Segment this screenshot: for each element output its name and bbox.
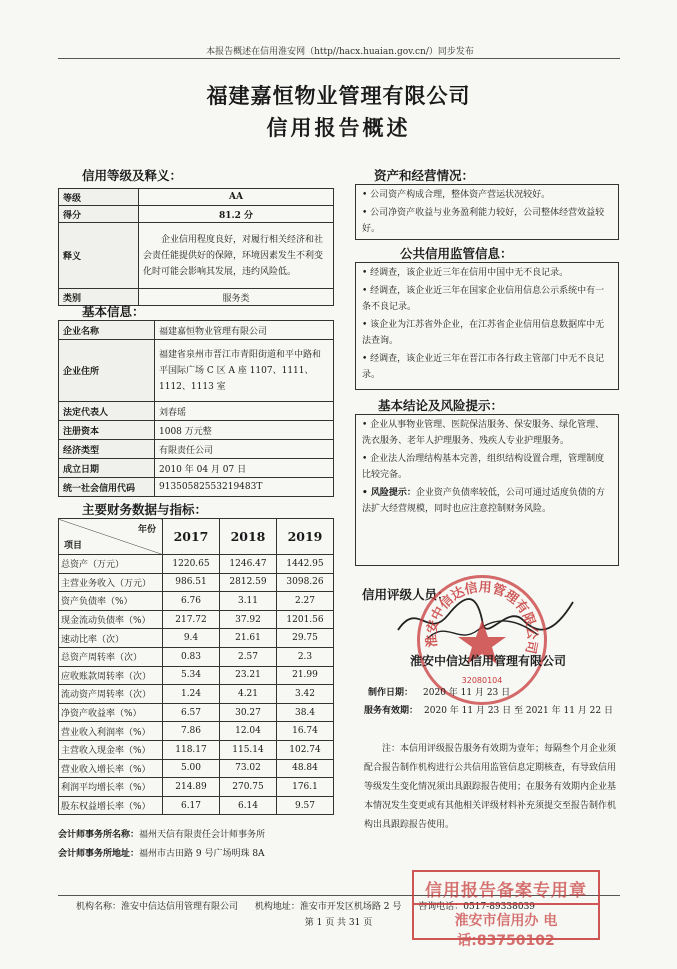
finance-value-cell: 2812.59 (220, 573, 277, 592)
table-row (59, 421, 334, 440)
table-row (59, 478, 334, 497)
supervision-item: • 该企业为江苏省外企业，在江苏省企业信用信息数据库中无法查询。 (362, 320, 605, 346)
table-row (59, 647, 334, 666)
supervision-box (355, 262, 619, 390)
report-title: 信用报告概述 (266, 116, 411, 140)
table-row (59, 519, 334, 555)
finance-value-cell: 21.99 (277, 666, 334, 685)
rating-agency: 淮安中信达信用管理有限公司 (410, 654, 567, 668)
table-row (59, 189, 334, 206)
table-row (59, 610, 334, 629)
basic-key: 法定代表人 (59, 402, 155, 421)
accountant-name: 福州天信有限责任会计师事务所 (139, 830, 266, 840)
basic-key: 注册资本 (59, 421, 155, 440)
finance-value-cell: 1220.65 (163, 555, 220, 574)
finance-row-label: 总资产周转率（次） (59, 647, 163, 666)
finance-row-label: 主营收入现金率（%） (59, 740, 163, 759)
credit-key: 等级 (59, 189, 139, 206)
company-title: 福建嘉恒物业管理有限公司 (206, 84, 471, 108)
table-row (59, 796, 334, 815)
capital-value: 1008 万元整 (155, 421, 334, 440)
finance-value-cell: 6.14 (220, 796, 277, 815)
header-note: 本报告概述在信用淮安网（http//hacx.huaian.gov.cn/）同步发布 (206, 47, 474, 57)
finance-value-cell: 48.84 (277, 759, 334, 778)
finance-value-cell: 2.3 (277, 647, 334, 666)
finance-row-label: 应收账款周转率（次） (59, 666, 163, 685)
finance-value-cell: 37.92 (220, 610, 277, 629)
credit-grade: AA (139, 189, 334, 206)
supervision-item: • 经调查，该企业近三年在晋江市各行政主管部门中无不良记录。 (362, 354, 605, 380)
table-row (59, 555, 334, 574)
risk-tip (362, 485, 612, 517)
prod-date-line (368, 685, 510, 698)
footer-addr: 淮安市开发区机场路 2 号 (299, 902, 402, 912)
prod-date-label: 制作日期： (368, 688, 414, 698)
basic-key: 企业住所 (59, 340, 155, 402)
validity-note: 注：本信用评级报告服务有效期为壹年；每隔叁个月企业须配合报告制作机构进行公共信用监管信息定期核查，有导致信用等级发生变化情况须出具跟踪报告使用；在服务有效期内企业基本情况发生变更或有其他相关评级材料补充须提交至报告制作机构出具跟踪报告使用。 (364, 744, 617, 830)
footer-phone: 0517-89338039 (463, 902, 536, 912)
supervision-item: • 经调查，该企业近三年在国家企业信用信息公示系统中有一条不良记录。 (362, 286, 605, 312)
accountant-addr: 福州市古田路 9 号广场明珠 8A (139, 849, 265, 859)
finance-row-label: 资产负债率（%） (59, 592, 163, 611)
finance-row-label: 流动资产周转率（次） (59, 685, 163, 704)
finance-value-cell: 3.11 (220, 592, 277, 611)
supervision-item: • 经调查，该企业近三年在信用中国中无不良记录。 (362, 268, 569, 278)
finance-row-label: 营业收入利润率（%） (59, 722, 163, 741)
table-row (59, 223, 334, 289)
credit-code-value: 91350582553219483T (155, 478, 334, 497)
assets-item: • 公司资产构成合理，整体资产营运状况较好。 (362, 190, 551, 200)
filing-stamp-top: 信用报告备案专用章 (425, 881, 587, 901)
finance-row-label: 现金流动负债率（%） (59, 610, 163, 629)
finance-row-label: 主营业务收入（万元） (59, 573, 163, 592)
seal-arc-text: 淮安中信达信用管理有限公司 (424, 580, 540, 655)
finance-rows (59, 555, 334, 815)
table-row (59, 402, 334, 421)
table-row (59, 703, 334, 722)
finance-row-label: 利润平均增长率（%） (59, 778, 163, 797)
finance-value-cell: 6.17 (163, 796, 220, 815)
finance-value-cell: 38.4 (277, 703, 334, 722)
valid-period: 2020 年 11 月 23 日 至 2021 年 11 月 22 日 (424, 706, 613, 716)
conclusion-item: • 企业从事物业管理、医院保洁服务、保安服务、绿化管理、洗衣服务、老年人护理服务、残疾人专业护理服务。 (362, 420, 605, 446)
credit-interpretation: 企业信用程度良好，对履行相关经济和社会责任能提供好的保障，环境因素发生不利变化时可能会影响其发展，违约风险低。 (139, 223, 334, 289)
footer-addr-label: 机构地址： (254, 902, 300, 912)
finance-value-cell: 217.72 (163, 610, 220, 629)
finance-value-cell: 3098.26 (277, 573, 334, 592)
footer-org: 淮安中信达信用管理有限公司 (121, 902, 239, 912)
footer-phone-label: 咨询电话： (418, 902, 464, 912)
table-row (59, 592, 334, 611)
finance-value-cell: 115.14 (220, 740, 277, 759)
basic-key: 统一社会信用代码 (59, 478, 155, 497)
basic-section-title: 基本信息： (82, 304, 145, 319)
valid-period-line (364, 703, 613, 716)
assets-item: • 公司净资产收益与业务盈利能力较好，公司整体经营效益较好。 (362, 208, 605, 234)
conclusion-box (355, 414, 619, 566)
finance-value-cell: 30.27 (220, 703, 277, 722)
finance-value-cell: 5.00 (163, 759, 220, 778)
basic-info-table (58, 320, 334, 497)
company-address-value: 福建省泉州市晋江市青阳街道和平中路和平国际广场 C 区 A 座 1107、1111、1112、1113 室 (155, 340, 334, 402)
table-row (59, 740, 334, 759)
table-row (59, 321, 334, 340)
finance-value-cell: 986.51 (163, 573, 220, 592)
finance-row-label: 股东权益增长率（%） (59, 796, 163, 815)
table-row (59, 685, 334, 704)
assets-section-title: 资产和经营情况： (374, 168, 475, 183)
finance-value-cell: 12.04 (220, 722, 277, 741)
finance-value-cell: 73.02 (220, 759, 277, 778)
header-divider (58, 58, 620, 59)
credit-key: 类别 (59, 289, 139, 306)
supervision-section-title: 公共信用监管信息： (400, 246, 513, 261)
finance-value-cell: 102.74 (277, 740, 334, 759)
finance-value-cell: 7.86 (163, 722, 220, 741)
table-row (59, 666, 334, 685)
finance-section-title: 主要财务数据与指标： (82, 502, 208, 517)
conclusion-section-title: 基本结论及风险提示： (378, 398, 504, 413)
accountant-name-line (58, 827, 265, 840)
finance-row-label: 速动比率（次） (59, 629, 163, 648)
table-row (59, 573, 334, 592)
prod-date: 2020 年 11 月 23 日 (423, 688, 511, 698)
filing-stamp-bottom: 淮安市信用办 电话:83750102 (454, 913, 558, 949)
credit-table (58, 188, 334, 306)
finance-value-cell: 2.27 (277, 592, 334, 611)
finance-value-cell: 176.1 (277, 778, 334, 797)
year-header: 2018 (220, 519, 277, 555)
finance-value-cell: 214.89 (163, 778, 220, 797)
finance-value-cell: 4.21 (220, 685, 277, 704)
assets-box (355, 184, 619, 240)
finance-value-cell: 6.57 (163, 703, 220, 722)
footer-org-label: 机构名称： (76, 902, 122, 912)
econ-type-value: 有限责任公司 (155, 440, 334, 459)
table-row (59, 778, 334, 797)
conclusion-item: • 企业法人治理结构基本完善，组织结构设置合理，管理制度比较完备。 (362, 454, 605, 480)
basic-key: 经济类型 (59, 440, 155, 459)
basic-key: 企业名称 (59, 321, 155, 340)
year-header: 2019 (277, 519, 334, 555)
finance-row-label: 净资产收益率（%） (59, 703, 163, 722)
finance-value-cell: 9.4 (163, 629, 220, 648)
page-number: 第 1 页 共 31 页 (304, 918, 373, 928)
finance-value-cell: 2.57 (220, 647, 277, 666)
risk-text: 企业资产负债率较低，公司可通过适度负债的方法扩大经营规模，同时也应注意控制财务风险。 (362, 488, 605, 514)
finance-value-cell: 270.75 (220, 778, 277, 797)
finance-value-cell: 29.75 (277, 629, 334, 648)
finance-value-cell: 5.34 (163, 666, 220, 685)
corner-item-label: 项目 (64, 541, 83, 551)
company-name-value: 福建嘉恒物业管理有限公司 (155, 321, 334, 340)
finance-value-cell: 9.57 (277, 796, 334, 815)
finance-value-cell: 1.24 (163, 685, 220, 704)
table-row (59, 340, 334, 402)
credit-key: 得分 (59, 206, 139, 223)
finance-value-cell: 16.74 (277, 722, 334, 741)
finance-value-cell: 1201.56 (277, 610, 334, 629)
credit-section-title: 信用等级及释义： (82, 168, 183, 183)
finance-value-cell: 1442.95 (277, 555, 334, 574)
credit-key: 释义 (59, 223, 139, 289)
finance-row-label: 营业收入增长率（%） (59, 759, 163, 778)
finance-row-label: 总资产（万元） (59, 555, 163, 574)
valid-label: 服务有效期： (364, 706, 419, 716)
table-row (59, 629, 334, 648)
credit-category: 服务类 (139, 289, 334, 306)
risk-label: • 风险提示： (362, 488, 416, 498)
rating-personnel-label: 信用评级人员： (362, 587, 450, 602)
finance-table (58, 518, 334, 815)
accountant-name-label: 会计师事务所名称： (58, 830, 140, 840)
credit-score: 81.2 分 (139, 206, 334, 223)
year-header: 2017 (163, 519, 220, 555)
finance-value-cell: 3.42 (277, 685, 334, 704)
finance-value-cell: 1246.47 (220, 555, 277, 574)
table-row (59, 759, 334, 778)
finance-corner-cell (59, 519, 163, 555)
corner-year-label: 年份 (137, 525, 156, 535)
seal-code: 32080104 (461, 676, 503, 685)
table-row (59, 206, 334, 223)
accountant-addr-label: 会计师事务所地址： (58, 849, 140, 859)
filing-stamp (412, 870, 600, 949)
table-row (59, 459, 334, 478)
finance-value-cell: 118.17 (163, 740, 220, 759)
table-row (59, 440, 334, 459)
basic-key: 成立日期 (59, 459, 155, 478)
legal-rep-value: 刘春瑶 (155, 402, 334, 421)
accountant-addr-line (58, 846, 265, 859)
finance-value-cell: 23.21 (220, 666, 277, 685)
finance-value-cell: 0.83 (163, 647, 220, 666)
finance-value-cell: 6.76 (163, 592, 220, 611)
founded-date-value: 2010 年 04 月 07 日 (155, 459, 334, 478)
finance-value-cell: 21.61 (220, 629, 277, 648)
table-row (59, 722, 334, 741)
